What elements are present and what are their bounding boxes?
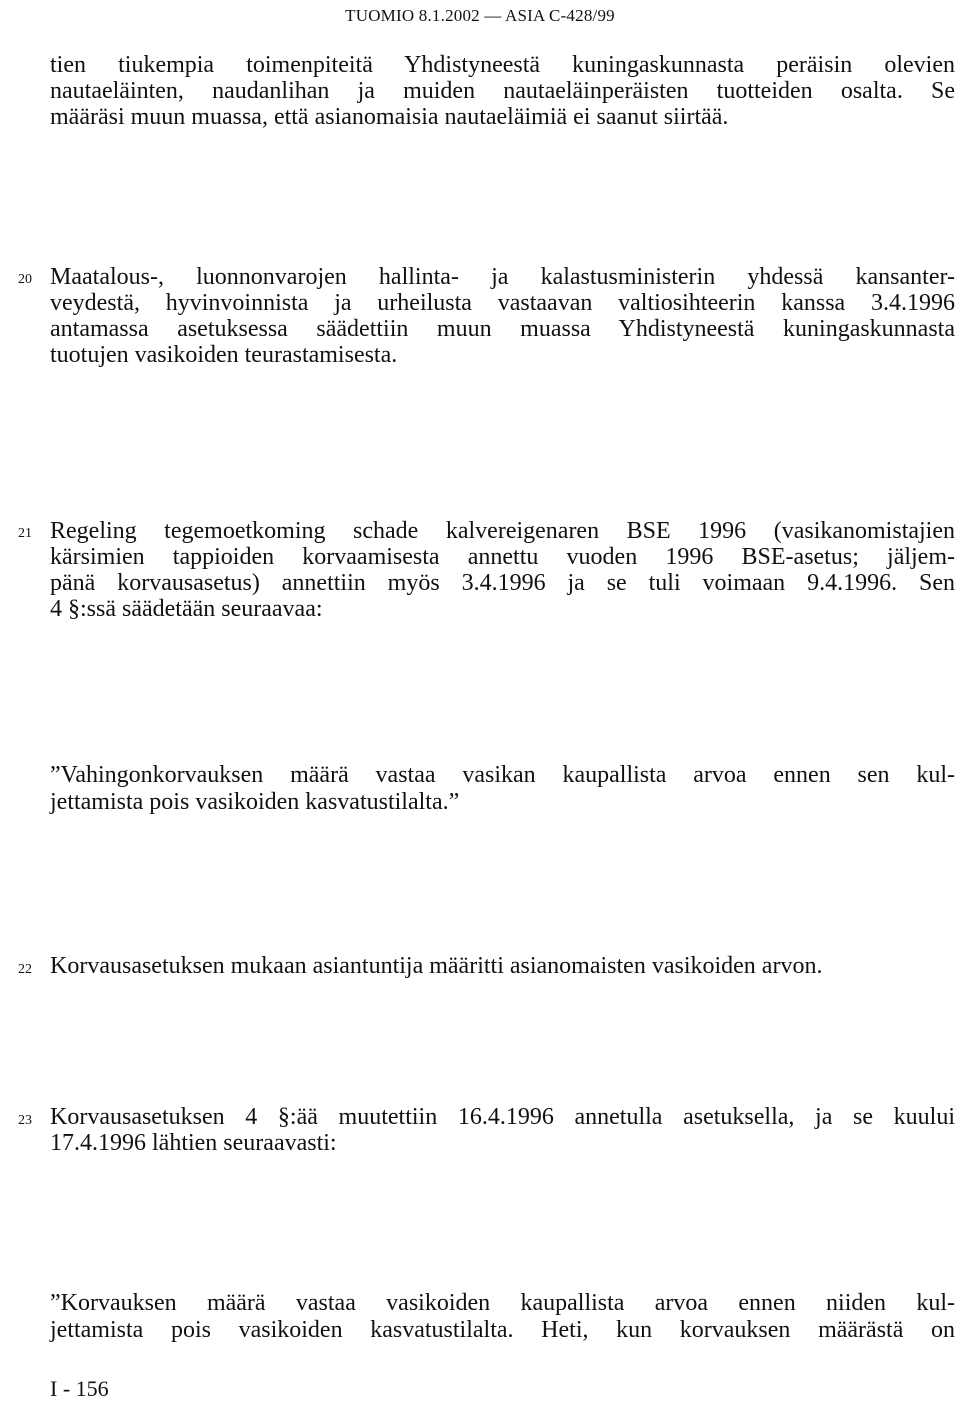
text-line: antamassa asetuksessa säädettiin muun muassa Yhdistyneestä kuningaskunnasta [50, 316, 955, 342]
paragraph-number: 23 [18, 1113, 32, 1128]
text-line: 4 §:ssä säädetään seuraavaa: [50, 596, 323, 622]
text-line: tuotujen vasikoiden teurastamisesta. [50, 342, 398, 368]
paragraph-number: 20 [18, 272, 32, 287]
paragraph-21 [50, 518, 955, 622]
text-line: Regeling tegemoetkoming schade kalvereigenaren BSE 1996 (vasikanomistajien [50, 518, 955, 544]
paragraph-number: 21 [18, 526, 32, 541]
paragraph-continued [50, 52, 955, 130]
text-line: veydestä, hyvinvoinnista ja urheilusta vastaavan valtiosihteerin kanssa 3.4.1996 [50, 290, 955, 316]
paragraph-22 [50, 953, 955, 979]
text-line: tien tiukempia toimenpiteitä Yhdistyneestä kuningaskunnasta peräisin olevien [50, 52, 955, 78]
text-line: määräsi muun muassa, että asianomaisia nautaeläimiä ei saanut siirtää. [50, 104, 729, 130]
text-line: jettamista pois vasikoiden kasvatustilalta.” [50, 789, 460, 815]
quotation [50, 762, 955, 816]
page-number: I - 156 [50, 1376, 109, 1401]
running-header: TUOMIO 8.1.2002 — ASIA C-428/99 [345, 6, 615, 25]
text-line: 17.4.1996 lähtien seuraavasti: [50, 1130, 337, 1156]
text-line: pänä korvausasetus) annettiin myös 3.4.1996 ja se tuli voimaan 9.4.1996. Sen [50, 570, 955, 596]
text-line: Maatalous-, luonnonvarojen hallinta- ja kalastusministerin yhdessä kansanter- [50, 264, 955, 290]
text-line: jettamista pois vasikoiden kasvatustilalta. Heti, kun korvauksen määrästä on [50, 1317, 955, 1343]
text-line: ”Vahingonkorvauksen määrä vastaa vasikan kaupallista arvoa ennen sen kul- [50, 762, 955, 788]
text-line: Korvausasetuksen 4 §:ää muutettiin 16.4.1996 annetulla asetuksella, ja se kuului [50, 1104, 955, 1130]
text-line: Korvausasetuksen mukaan asiantuntija määritti asianomaisten vasikoiden arvon. [50, 953, 823, 979]
quotation [50, 1290, 955, 1344]
text-line: kärsimien tappioiden korvaamisesta annettu vuoden 1996 BSE-asetus; jäljem- [50, 544, 955, 570]
text-line: ”Korvauksen määrä vastaa vasikoiden kaupallista arvoa ennen niiden kul- [50, 1290, 955, 1316]
paragraph-23 [50, 1104, 955, 1156]
text-line: nautaeläinten, naudanlihan ja muiden nautaeläinperäisten tuotteiden osalta. Se [50, 78, 955, 104]
paragraph-number: 22 [18, 962, 32, 977]
paragraph-20 [50, 264, 955, 368]
